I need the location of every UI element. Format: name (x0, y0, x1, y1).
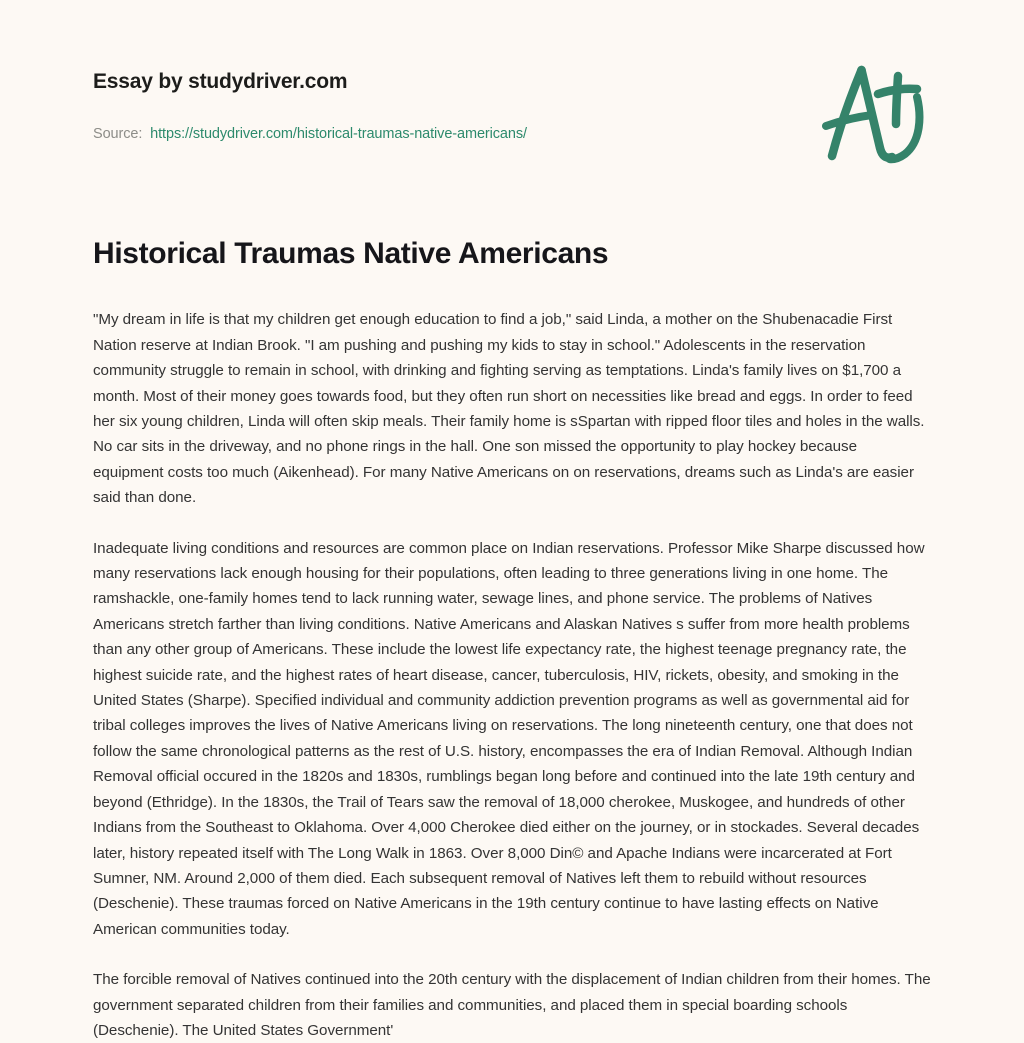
essay-paragraphs (93, 307, 931, 1043)
essay-paragraph: "My dream in life is that my children get enough education to find a job," said Linda, a mother on the Shubenacadie First Nation reserve at Indian Brook. "I am pushing and pushing my kids to stay in school." Adolescents in the reservation community struggle to remain in school, with drinking and fighting serving as temptations. Linda's family lives on $1,700 a month. Most of their money goes towards food, but they often run short on necessities like bread and eggs. In order to feed her six young children, Linda will often skip meals. Their family home is sSpartan with ripped floor tiles and holes in the walls. No car sits in the driveway, and no phone rings in the hall. One son missed the opportunity to play hockey because equipment costs too much (Aikenhead). For many Native Americans on on reservations, dreams such as Linda's are easier said than done. (93, 311, 925, 507)
essay-byline: Essay by studydriver.com (93, 70, 348, 93)
source-line (93, 126, 527, 142)
page-header (0, 0, 1024, 200)
aplus-logo-icon (812, 60, 932, 168)
article-body (93, 236, 931, 1043)
source-label: Source: (93, 126, 143, 142)
essay-paragraph: The forcible removal of Natives continued into the 20th century with the displacement of Indian children from their homes. The government separated children from their families and communities, and placed them in special boarding schools (Deschenie). The United States Government' (93, 971, 931, 1039)
essay-paragraph: Inadequate living conditions and resources are common place on Indian reservations. Professor Mike Sharpe discussed how many reservations lack enough housing for their populations, often leading to three generations living in one home. The ramshackle, one-family homes tend to lack running water, sewage lines, and phone service. The problems of Natives Americans stretch farther than living conditions. Native Americans and Alaskan Natives s suffer from more health problems than any other group of Americans. These include the lowest life expectancy rate, the highest teenage pregnancy rate, the highest suicide rate, and the highest rates of heart disease, cancer, tuberculosis, HIV, rickets, obesity, and smoking in the United States (Sharpe). Specified individual and community addiction prevention programs as well as governmental aid for tribal colleges improves the lives of Native Americans living on reservations. The long nineteenth century, one that does not follow the same chronological patterns as the rest of U.S. history, encompasses the era of Indian Removal. Although Indian Removal official occured in the 1820s and 1830s, rumblings began long before and continued into the late 19th century and beyond (Ethridge). In the 1830s, the Trail of Tears saw the removal of 18,000 cherokee, Muskogee, and hundreds of other Indians from the Southeast to Oklahoma. Over 4,000 Cherokee died either on the journey, or in stockades. Several decades later, history repeated itself with The Long Walk in 1863. Over 8,000 Din© and Apache Indians were incarcerated at Fort Sumner, NM. Around 2,000 of them died. Each subsequent removal of Natives left them to rebuild without resources (Deschenie). These traumas forced on Native Americans in the 19th century continue to have lasting effects on Native American communities today. (93, 539, 925, 938)
page-title: Historical Traumas Native Americans (93, 237, 609, 270)
studydriver-aplus-logo (812, 60, 932, 168)
source-url-link[interactable]: https://studydriver.com/historical-traumas-native-americans/ (150, 126, 527, 142)
